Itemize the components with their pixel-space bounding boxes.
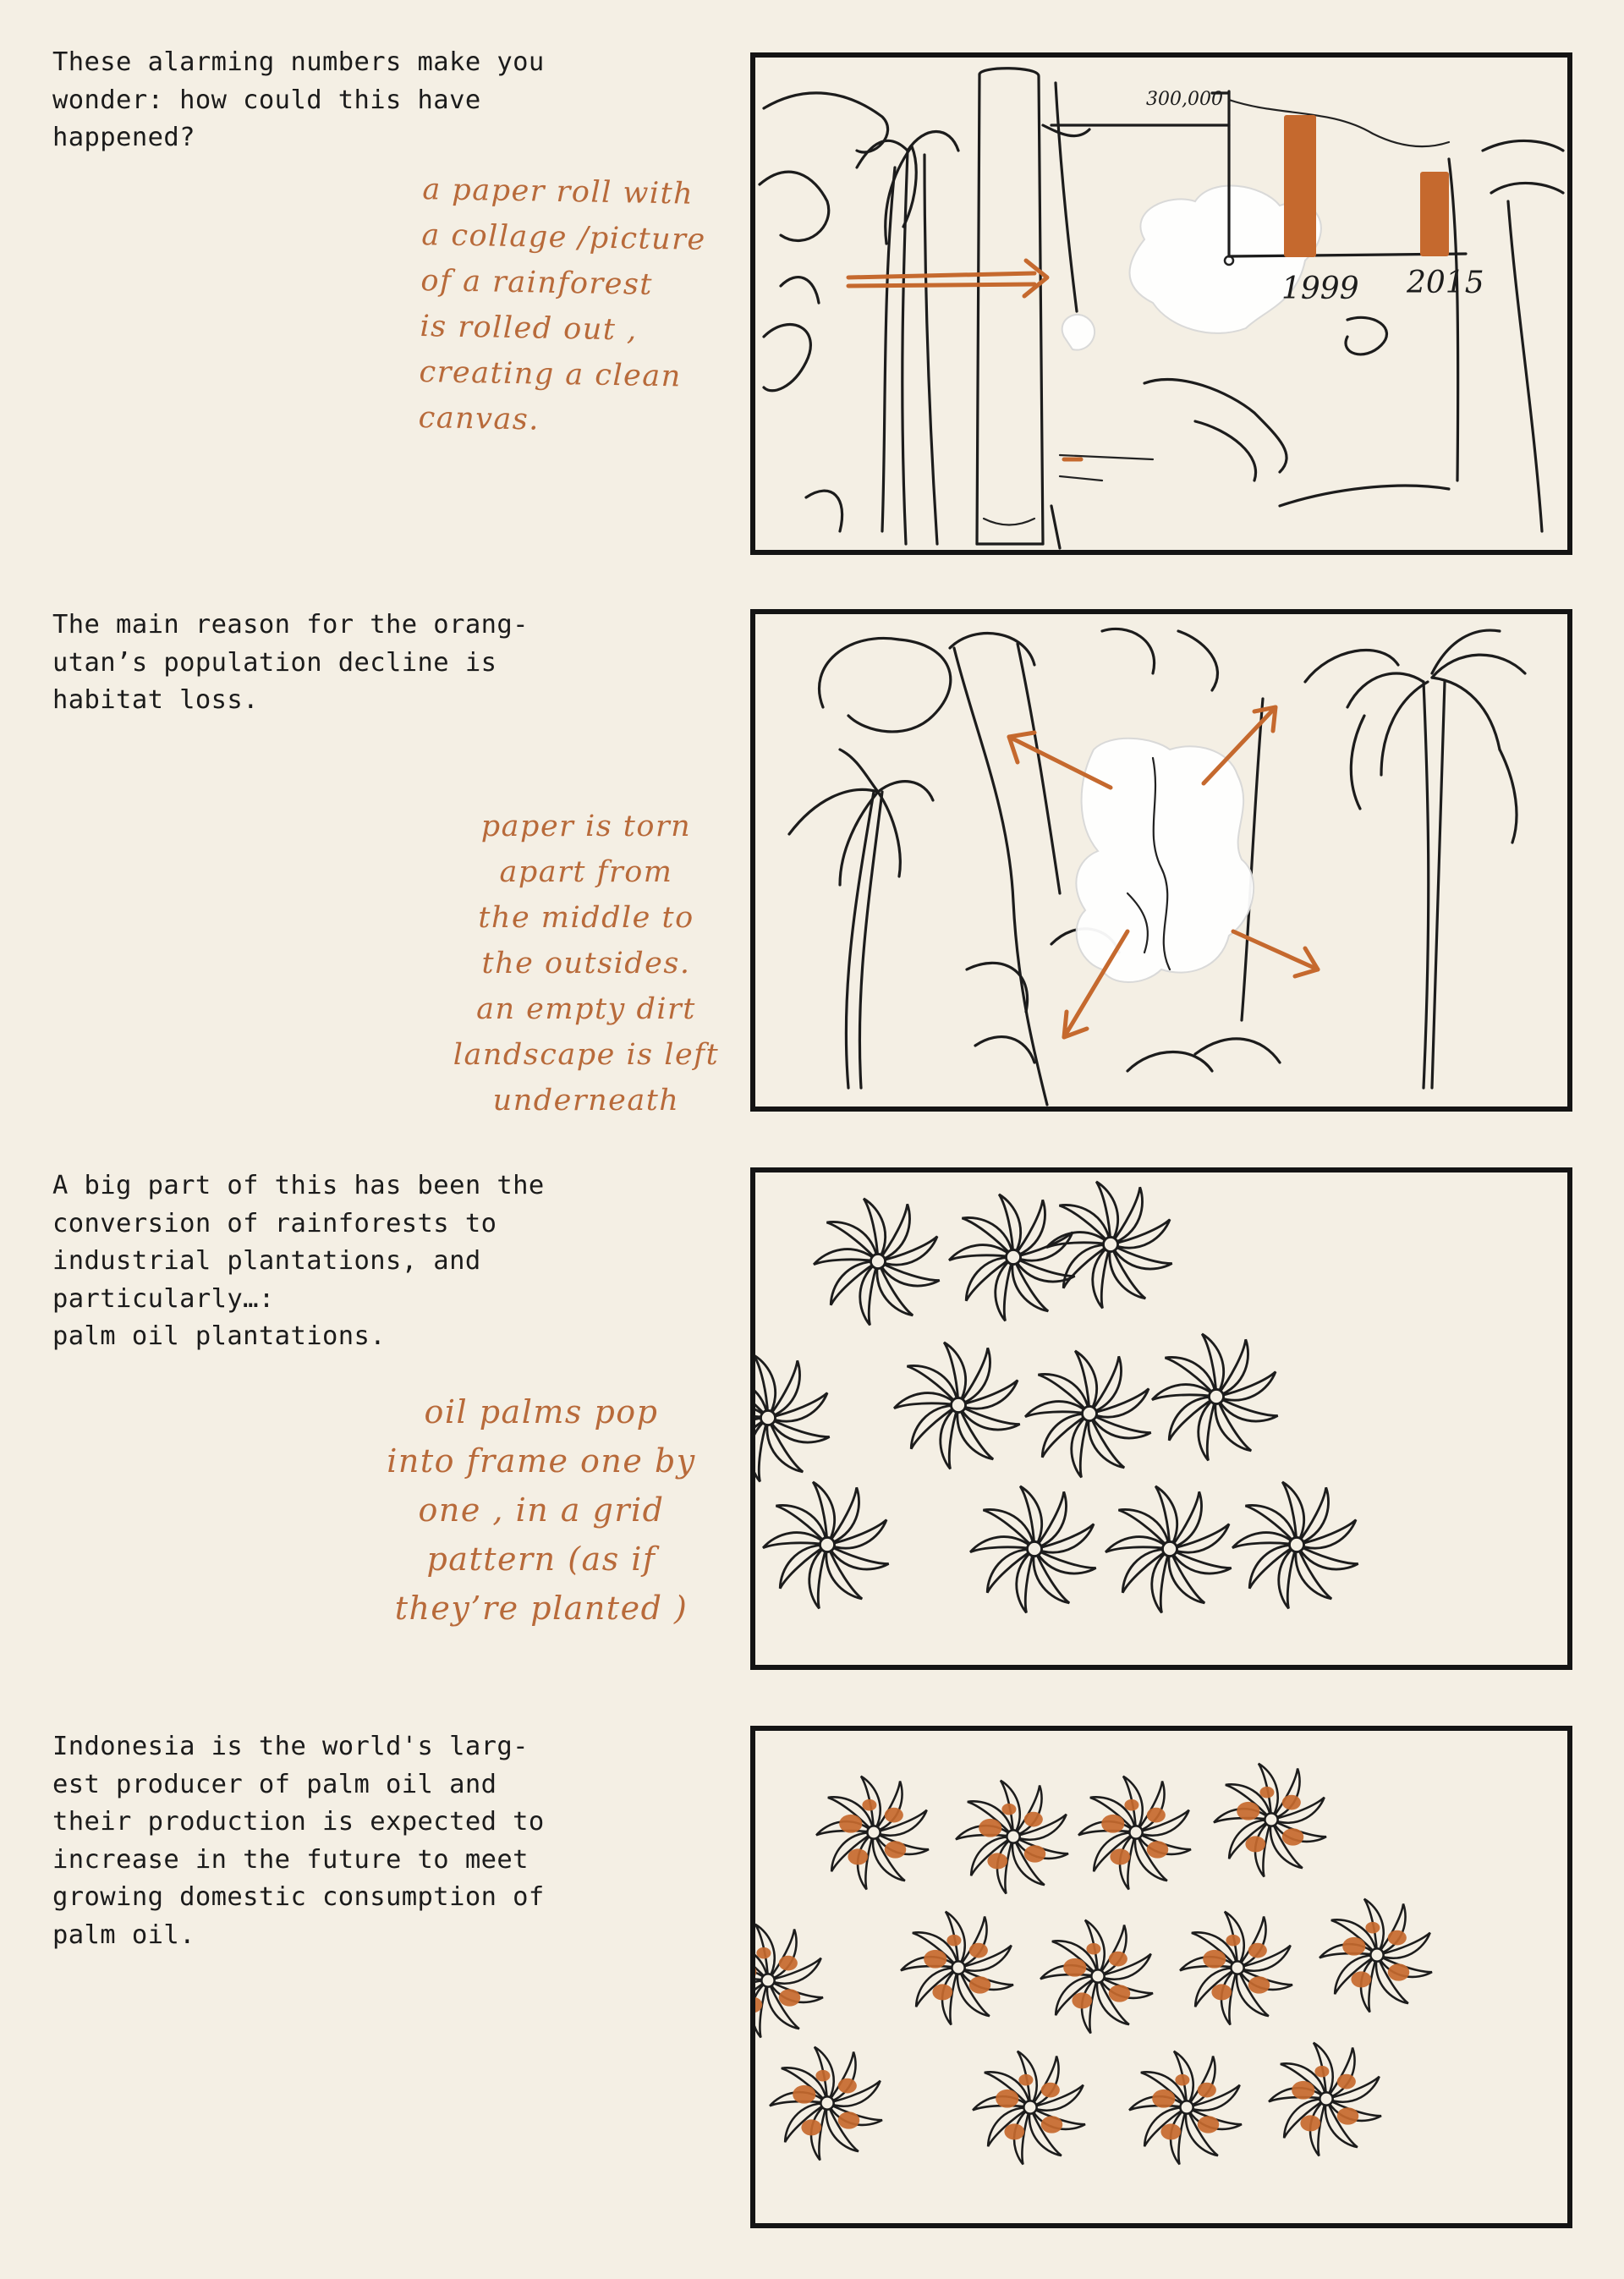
scene-2-panel: [750, 609, 1572, 1112]
scene-1-panel: [750, 52, 1572, 555]
oil-palm-illustration: [956, 1781, 1068, 1894]
oil-palm-illustration: [763, 1482, 889, 1609]
scene-4-narration: Indonesia is the world's larg- est producer of palm oil and their production is expected to increase in the future to meet growing domestic consumption of palm oil.: [52, 1732, 545, 1950]
oil-palm-illustration: [755, 1355, 830, 1482]
oil-palm-illustration: [814, 1199, 940, 1326]
oil-palm-illustration: [949, 1194, 1075, 1321]
oil-palm-illustration: [1152, 1334, 1278, 1461]
oil-palm-illustration: [1106, 1486, 1232, 1613]
oil-palm-illustration: [1214, 1764, 1326, 1877]
scene-4-panel: [750, 1726, 1572, 2228]
oil-palm-illustration: [1232, 1482, 1358, 1609]
oil-palm-illustration: [973, 2051, 1085, 2165]
oil-palm-illustration: [970, 1486, 1096, 1613]
oil-palm-illustration: [1180, 1912, 1292, 2025]
oil-palm-illustration: [1025, 1351, 1151, 1478]
oil-palm-illustration: [1078, 1777, 1191, 1890]
scene-4: [0, 1692, 1624, 2279]
scene-3-panel: [750, 1167, 1572, 1670]
scene-3: [0, 1125, 1624, 1692]
oil-palm-illustration: [755, 1925, 823, 2038]
scene-1-sketch: [755, 58, 1567, 550]
scene-2-annotation: paper is torn apart from the middle to the outsides. an empty dirt landscape is left underneath: [453, 810, 720, 1118]
oil-palm-illustration: [901, 1912, 1013, 2025]
scene-1-narration: These alarming numbers make you wonder: how could this have happened?: [52, 47, 545, 152]
oil-palm-illustration: [894, 1343, 1020, 1469]
chart-year-b-label: 2015: [1407, 266, 1484, 300]
scene-2: [0, 567, 1624, 1125]
oil-palm-illustration: [1269, 2043, 1381, 2156]
scene-3-annotation: oil palms pop into frame one by one , in a grid pattern (as if they’re planted ): [387, 1393, 696, 1627]
scene-3-palm-grid: [755, 1172, 1567, 1665]
scene-2-narration: The main reason for the orang- utan’s population decline is habitat loss.: [52, 610, 529, 715]
oil-palm-illustration: [1320, 1899, 1432, 2013]
oil-palm-illustration: [1129, 2051, 1242, 2165]
oil-palm-illustration: [770, 2047, 882, 2161]
oil-palm-illustration: [816, 1777, 929, 1890]
scene-2-sketch: [755, 614, 1567, 1107]
chart-y-max-label: 300,000: [1146, 89, 1223, 110]
scene-1-annotation: a paper roll with a collage /picture of a rainforest is rolled out , creating a clean canvas.: [418, 173, 706, 437]
scene-3-narration: A big part of this has been the conversion of rainforests to industrial plantations, and particularly…: palm oil plantations.: [52, 1171, 545, 1351]
chart-year-a-label: 1999: [1281, 272, 1359, 306]
oil-palm-illustration: [1040, 1920, 1153, 2034]
scene-4-palm-grid: [755, 1731, 1567, 2223]
scene-1: [0, 0, 1624, 567]
